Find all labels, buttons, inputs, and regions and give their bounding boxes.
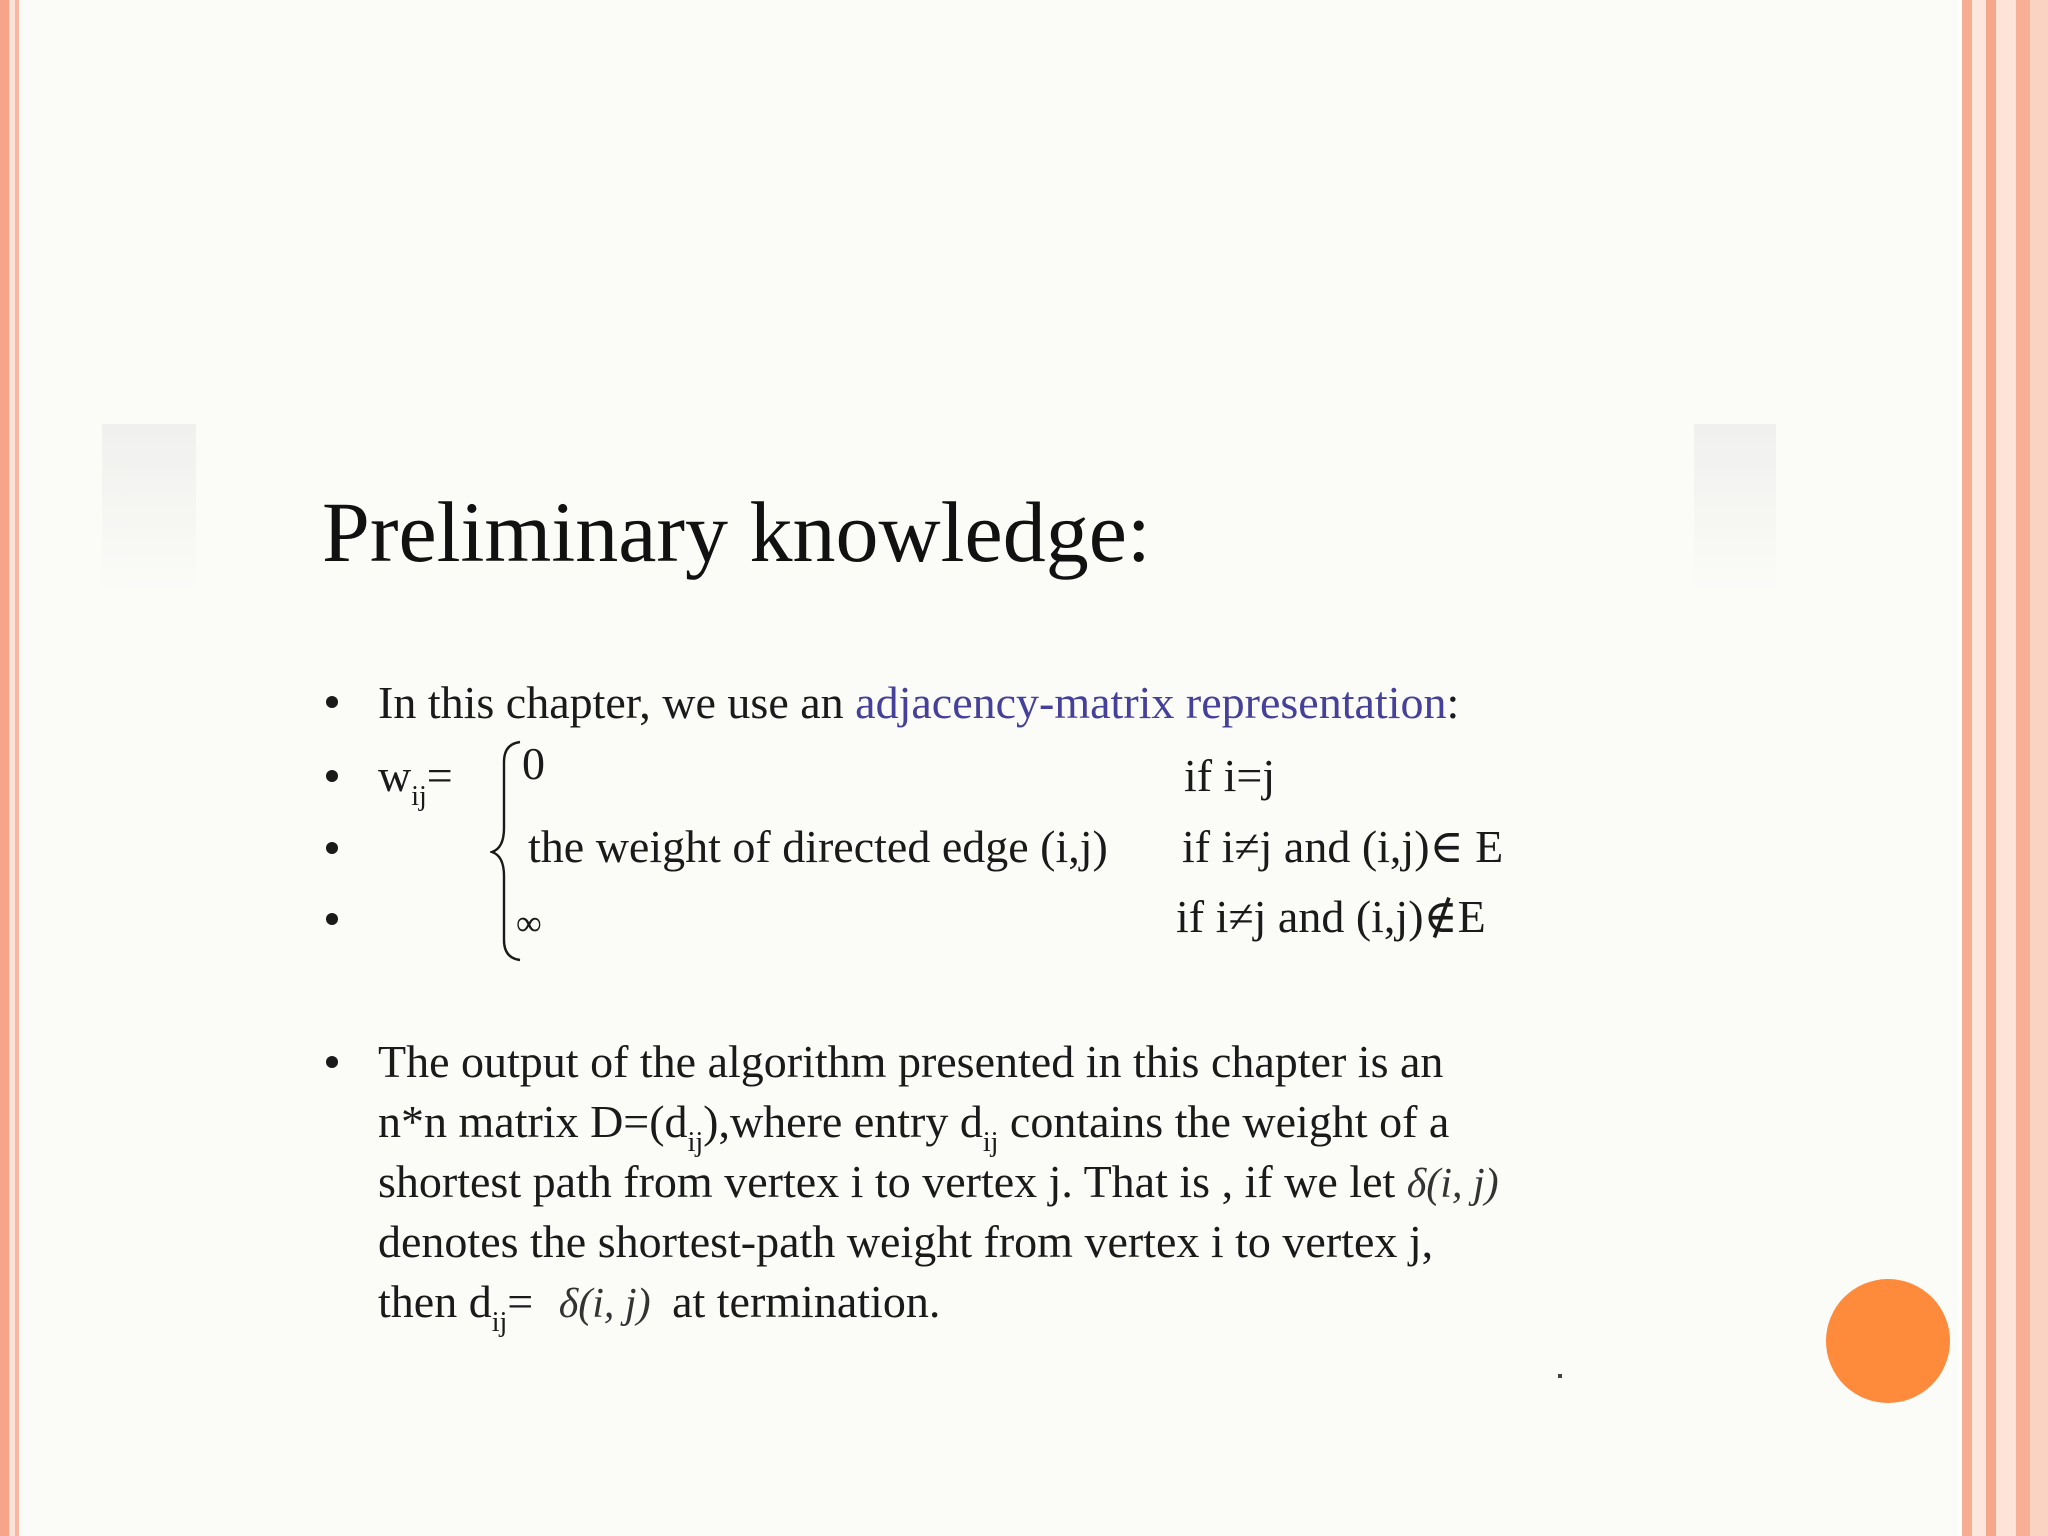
case-condition-edge: if i≠j and (i,j)∈ E	[1182, 821, 1504, 872]
bullet	[326, 842, 338, 854]
bullet	[326, 696, 338, 708]
intro-colon: :	[1446, 677, 1460, 728]
bullet	[326, 913, 338, 925]
bullet	[326, 1056, 338, 1068]
title-shade-left	[102, 424, 196, 594]
title-shade-right	[1694, 424, 1776, 594]
output-line-4: denotes the shortest-path weight from vertex i to vertex j,	[378, 1216, 1434, 1267]
case-condition-equal: if i=j	[1184, 750, 1276, 801]
slide-title: Preliminary knowledge:	[322, 484, 1151, 580]
orange-circle-decoration	[1826, 1279, 1950, 1403]
output-line-2: n*n matrix $D=(d_{ij}),where$ entry $d_{ij}$ contains the weight of a	[378, 1096, 1450, 1158]
weight-symbol: $w_{ij}=$	[378, 750, 453, 812]
adjacency-matrix-link[interactable]: adjacency-matrix representation	[855, 677, 1447, 728]
output-line-1: The output of the algorithm presented in this chapter is an	[378, 1036, 1444, 1087]
slide-frame-left	[0, 0, 24, 1536]
bullet	[326, 770, 338, 782]
intro-text: In this chapter, we use an	[378, 677, 856, 728]
output-line-5: then $d_{ij}= \delta(i$, j) at termination.	[378, 1276, 941, 1338]
output-line-3: shortest path from vertex i to vertex j. That is , if we let δ(i, j)	[378, 1156, 1499, 1207]
intro-line	[378, 675, 1459, 731]
speck	[1558, 1374, 1562, 1378]
case-value-infinity: ∞	[516, 903, 542, 943]
case-value-edge-weight: the weight of directed edge (i,j)	[528, 821, 1108, 872]
case-value-zero: 0	[522, 738, 545, 789]
case-condition-no-edge: if i≠j and (i,j)∉E	[1176, 891, 1486, 942]
delta-symbol: δ(i, j)	[1406, 1161, 1499, 1207]
delta-symbol: δ(i, j)	[558, 1281, 651, 1327]
slide-frame-right	[1958, 0, 2048, 1536]
